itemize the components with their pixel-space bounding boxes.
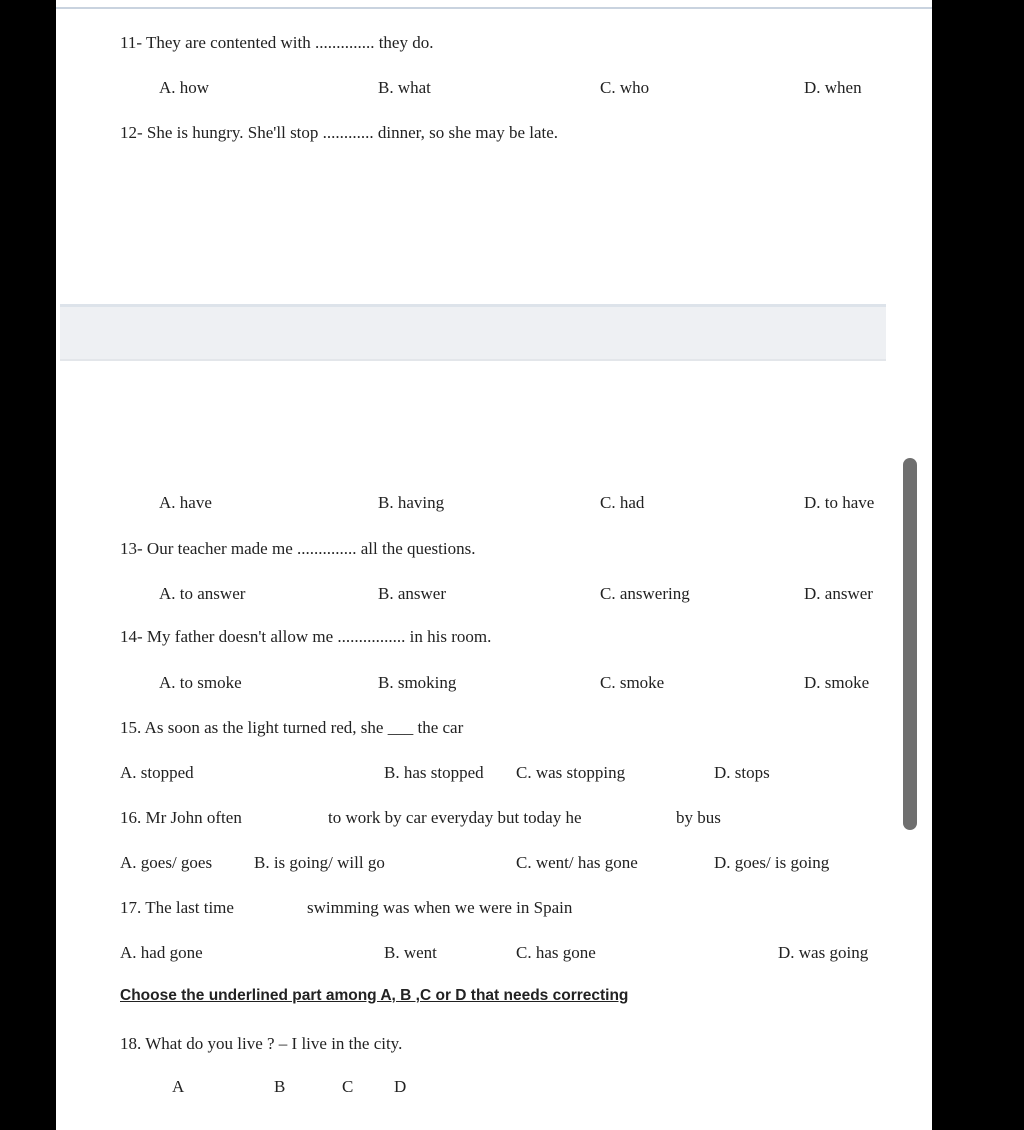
q16-option-c: C. went/ has gone bbox=[516, 853, 638, 872]
q18-label-a: A bbox=[172, 1077, 185, 1096]
q16-option-b: B. is going/ will go bbox=[254, 853, 385, 872]
question-14: 14- My father doesn't allow me ................ in his room. bbox=[120, 627, 492, 646]
q15-option-c: C. was stopping bbox=[516, 763, 626, 782]
q14-option-d: D. smoke bbox=[804, 673, 870, 692]
q14-option-b: B. smoking bbox=[378, 673, 457, 692]
q12-option-c: C. had bbox=[600, 493, 645, 512]
q18-label-d: D bbox=[394, 1077, 407, 1096]
q17-option-c: C. has gone bbox=[516, 943, 596, 962]
q17-option-d: D. was going bbox=[778, 943, 869, 962]
q15-option-d: D. stops bbox=[714, 763, 770, 782]
q15-option-a: A. stopped bbox=[120, 763, 194, 782]
question-11: 11- They are contented with .............. they do. bbox=[120, 33, 434, 52]
q15-option-b: B. has stopped bbox=[384, 763, 484, 782]
page-break-band bbox=[60, 304, 886, 361]
q17-option-a: A. had gone bbox=[120, 943, 203, 962]
q14-option-a: A. to smoke bbox=[159, 673, 242, 692]
worksheet-page bbox=[56, 0, 932, 1130]
question-18: 18. What do you live ? – I live in the city. bbox=[120, 1034, 403, 1053]
q16-option-a: A. goes/ goes bbox=[120, 853, 213, 872]
scrollbar-thumb[interactable] bbox=[903, 458, 917, 830]
q17-option-b: B. went bbox=[384, 943, 437, 962]
q11-option-c: C. who bbox=[600, 78, 650, 97]
page-top-border bbox=[56, 7, 932, 9]
q13-option-c: C. answering bbox=[600, 584, 690, 603]
q18-label-c: C bbox=[342, 1077, 354, 1096]
question-17-part1: 17. The last time bbox=[120, 898, 234, 917]
q13-option-d: D. answer bbox=[804, 584, 873, 603]
question-17-part2: swimming was when we were in Spain bbox=[307, 898, 573, 917]
q11-option-b: B. what bbox=[378, 78, 431, 97]
q11-option-d: D. when bbox=[804, 78, 862, 97]
question-15: 15. As soon as the light turned red, she ___ the car bbox=[120, 718, 464, 737]
question-16-part3: by bus bbox=[676, 808, 721, 827]
question-12: 12- She is hungry. She'll stop ............ dinner, so she may be late. bbox=[120, 123, 559, 142]
q12-option-b: B. having bbox=[378, 493, 445, 512]
q11-option-a: A. how bbox=[159, 78, 210, 97]
q13-option-b: B. answer bbox=[378, 584, 446, 603]
q12-option-a: A. have bbox=[159, 493, 212, 512]
q16-option-d: D. goes/ is going bbox=[714, 853, 830, 872]
q13-option-a: A. to answer bbox=[159, 584, 246, 603]
section-instruction: Choose the underlined part among A, B ,C or D that needs correcting bbox=[120, 987, 629, 1004]
q18-label-b: B bbox=[274, 1077, 286, 1096]
question-13: 13- Our teacher made me .............. all the questions. bbox=[120, 539, 476, 558]
q14-option-c: C. smoke bbox=[600, 673, 665, 692]
question-16-part2: to work by car everyday but today he bbox=[328, 808, 582, 827]
question-16-part1: 16. Mr John often bbox=[120, 808, 242, 827]
q12-option-d: D. to have bbox=[804, 493, 875, 512]
